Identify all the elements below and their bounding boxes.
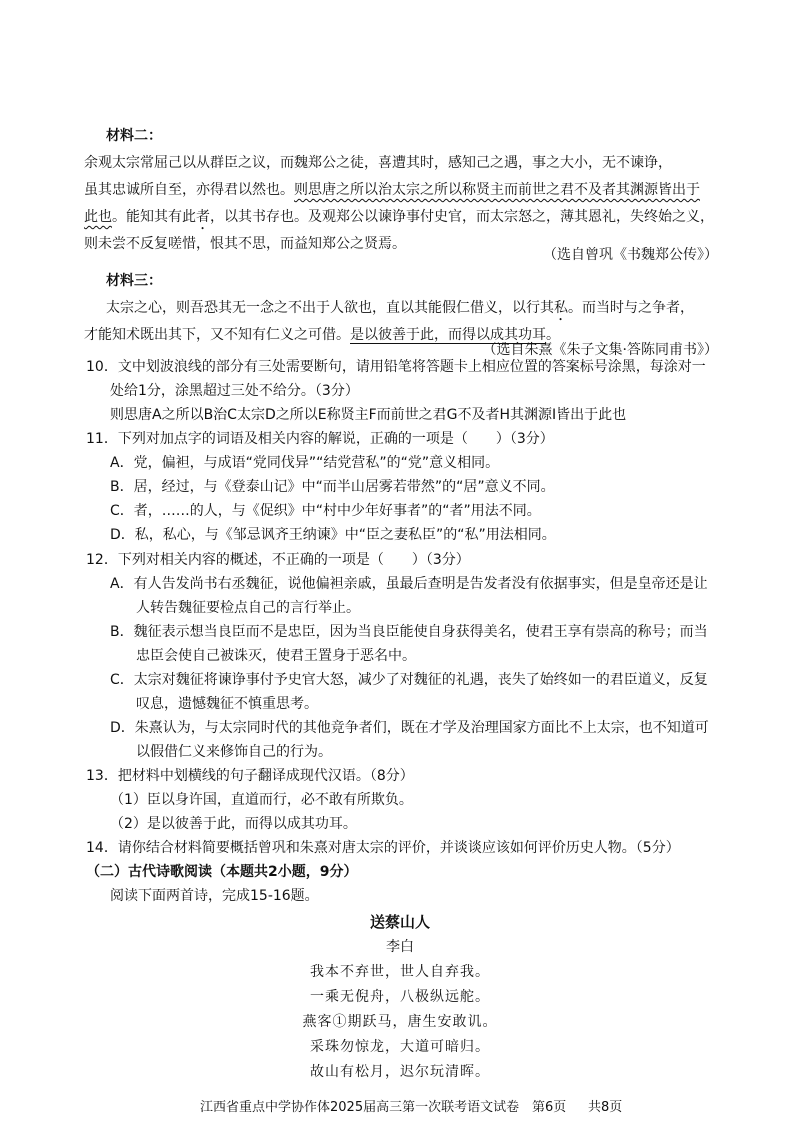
dotted-char-si: 私 bbox=[554, 300, 568, 316]
q11-option-b: B．居，经过，与《登泰山记》中“而半山居雾若带然”的“居”意义不同。 bbox=[110, 479, 555, 495]
q11-stem: 11．下列对加点字的词语及相关内容的解说，正确的一项是（ ）（3分） bbox=[86, 431, 554, 447]
poem-line: 燕客①期跃马，唐生安敢讥。 bbox=[302, 1014, 498, 1030]
q14-stem: 14．请你结合材料简要概括曾巩和朱熹对唐太宗的评价，并谈谈应该如何评价历史人物。（5分） bbox=[86, 840, 680, 856]
q12-option-a-line-1: A．有人告发尚书右丞魏征，说他偏袒亲戚，虽最后查明是告发者没有依据事实，但是皇帝还是让 bbox=[110, 576, 708, 592]
material3-line-1-c: 。而当时与之争者， bbox=[568, 300, 694, 316]
q13-sentence-2: （2）是以彼善于此，而得以成其功耳。 bbox=[110, 816, 357, 832]
footer-page-number: 第6页 bbox=[532, 1100, 567, 1115]
material3-heading: 材料三： bbox=[106, 273, 162, 289]
q10-stem-line-1: 10．文中划波浪线的部分有三处需要断句，请用铅笔将答题卡上相应位置的答案标号涂黑，每涂对一 bbox=[86, 359, 706, 375]
q12-option-d-line-2: 以假借仁义来修饰自己的行为。 bbox=[136, 744, 332, 760]
poem-author: 李白 bbox=[386, 939, 414, 955]
material3-line-1-a: 太宗之心，则吾恐其无一念之不出于人欲也，直以其能假仁借义，以行其 bbox=[106, 300, 554, 316]
material2-heading: 材料二： bbox=[106, 128, 162, 144]
material2-line-3-d: ，以其书存也。及观郑公以谏诤事付史官，而太宗怒之，薄其恩礼，失终始之义， bbox=[210, 209, 714, 225]
material3-line-2-a: 才能知术既出其下，又不知有仁义之可借。 bbox=[84, 327, 350, 343]
q11-option-d: D．私，私心，与《邹忌讽齐王纳谏》中“臣之妻私臣”的“私”用法相同。 bbox=[110, 527, 556, 543]
wavy-underlined-text-end: 此也 bbox=[84, 209, 112, 225]
section2-instruction: 阅读下面两首诗，完成15-16题。 bbox=[110, 888, 319, 904]
wavy-underlined-text: 则思唐之所以治太宗之所以称贤主而前世之君不及者其渊源皆出于 bbox=[294, 182, 700, 198]
material3-line-1 bbox=[106, 298, 694, 324]
poem-line: 故山有松月，迟尔玩清晖。 bbox=[310, 1064, 490, 1080]
material2-source: （选自曾巩《书魏郑公传》） bbox=[543, 247, 718, 263]
material2-line-2-a: 虽其忠诚所自至，亦得君以然也。 bbox=[84, 182, 294, 198]
dotted-char-zhe: 者 bbox=[196, 209, 210, 225]
material2-line-4: 则未尝不反复嗟惜，恨其不思，而益知郑公之贤焉。 bbox=[84, 236, 406, 252]
q13-stem: 13．把材料中划横线的句子翻译成现代汉语。（8分） bbox=[86, 768, 414, 784]
q12-option-b-line-1: B．魏征表示想当良臣而不是忠臣，因为当良臣能使自身获得美名，使君王享有崇高的称号；而当 bbox=[110, 624, 708, 640]
footer-exam-title: 江西省重点中学协作体2025届高三第一次联考语文试卷 bbox=[200, 1100, 520, 1115]
q10-stem-line-2: 处给1分，涂黑超过三处不给分。（3分） bbox=[110, 383, 359, 399]
q13-sentence-1: （1）臣以身许国，直道而行，必不敢有所欺负。 bbox=[110, 792, 413, 808]
q12-stem: 12．下列对相关内容的概述，不正确的一项是（ ）（3分） bbox=[86, 552, 470, 568]
material2-line-3 bbox=[84, 207, 714, 233]
material2-line-2 bbox=[84, 180, 700, 200]
material3-source: （选自朱熹《朱子文集·答陈同甫书》） bbox=[482, 342, 718, 358]
q12-option-c-line-2: 叹息，遗憾魏征不慎重思考。 bbox=[136, 696, 318, 712]
q12-option-b-line-2: 忠臣会使自己被诛灭，使君王置身于恶名中。 bbox=[136, 648, 416, 664]
footer-total-pages: 共8页 bbox=[588, 1100, 623, 1115]
section2-heading: （二）古代诗歌阅读（本题共2小题，9分） bbox=[86, 864, 358, 880]
material2-line-1: 余观太宗常屈己以从群臣之议，而魏郑公之徒，喜遭其时，感知己之遇，事之大小，无不谏诤， bbox=[84, 155, 672, 171]
q10-sentence: 则思唐A之所以B治C太宗D之所以E称贤主F而前世之君G不及者H其渊源I皆出于此也 bbox=[110, 407, 627, 423]
material2-line-3-b: 。能知其有此 bbox=[112, 209, 196, 225]
material3-line-2-c: 。 bbox=[546, 327, 560, 343]
q12-option-d-line-1: D．朱熹认为，与太宗同时代的其他竞争者们，既在才学及治理国家方面比不上太宗，也不知道可 bbox=[110, 720, 709, 736]
straight-underlined-text: 是以彼善于此，而得以成其功耳 bbox=[350, 327, 546, 343]
poem-line: 一乘无倪舟，八极纵远舵。 bbox=[310, 989, 490, 1005]
q11-option-c: C．者，……的人，与《促织》中“村中少年好事者”的“者”用法不同。 bbox=[110, 503, 541, 519]
q12-option-c-line-1: C．太宗对魏征将谏诤事付予史官大怒，减少了对魏征的礼遇，丧失了始终如一的君臣道义，反复 bbox=[110, 672, 708, 688]
q12-option-a-line-2: 人转告魏征要检点自己的言行举止。 bbox=[136, 600, 360, 616]
poem-line: 采珠勿惊龙，大道可暗归。 bbox=[310, 1039, 490, 1055]
poem-title: 送蔡山人 bbox=[369, 913, 430, 931]
poem-line: 我本不弃世，世人自弃我。 bbox=[310, 964, 490, 980]
q11-option-a: A．党，偏袒，与成语“党同伐异”“结党营私”的“党”意义相同。 bbox=[110, 455, 500, 471]
